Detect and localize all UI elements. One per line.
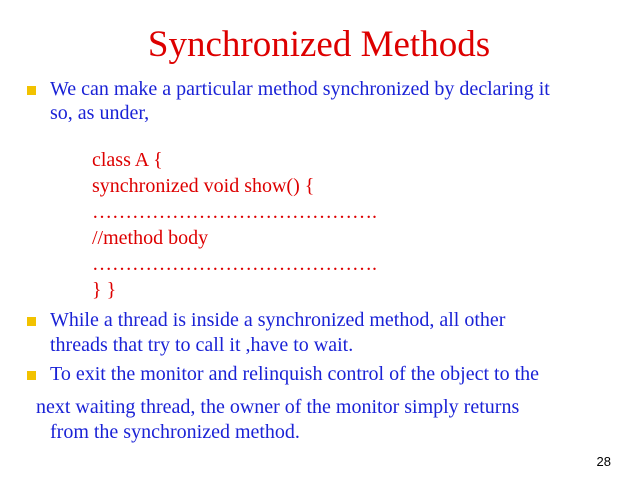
code-line-1: class A { [92,149,163,171]
code-line-2: synchronized void show() { [92,175,315,197]
bullet-1-line-1: We can make a particular method synchronized by declaring it [50,78,550,100]
code-line-4: //method body [92,227,209,249]
bullet-3-line-3: from the synchronized method. [50,421,300,443]
bullet-square-icon [27,371,36,380]
bullet-2-line-1: While a thread is inside a synchronized method, all other [50,309,506,331]
bullet-3-line-2: next waiting thread, the owner of the monitor simply returns [36,396,520,418]
page-number: 28 [596,454,611,469]
bullet-2-line-2: threads that try to call it ,have to wait. [50,334,354,356]
bullet-3-line-1: To exit the monitor and relinquish control of the object to the [50,363,540,385]
code-line-3: ……………………………………. [92,201,377,223]
code-line-6: } } [92,279,117,301]
bullet-square-icon [27,86,36,95]
bullet-1-line-2: so, as under, [50,102,150,124]
code-line-5: ……………………………………. [92,253,377,275]
bullet-square-icon [27,317,36,326]
slide-title: Synchronized Methods [147,24,491,65]
